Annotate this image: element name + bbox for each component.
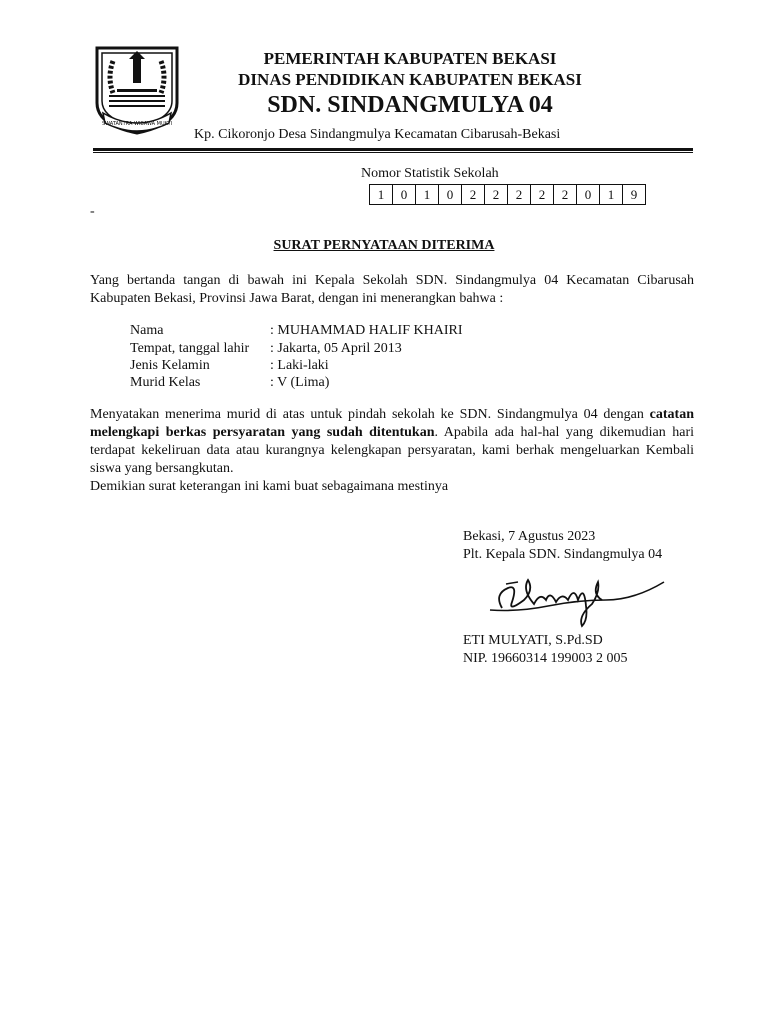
signer-nip: NIP. 19660314 199003 2 005	[463, 651, 628, 666]
department-heading: DINAS PENDIDIKAN KABUPATEN BEKASI	[238, 70, 582, 89]
nss-digit: 2	[485, 185, 508, 205]
field-label-name: Nama	[130, 323, 164, 338]
nss-digit: 1	[370, 185, 393, 205]
field-value-name: : MUHAMMAD HALIF KHAIRI	[270, 323, 463, 338]
closing-sentence: Demikian surat keterangan ini kami buat sebagaimana mestinya	[90, 479, 449, 494]
nss-number-boxes	[369, 184, 646, 205]
header-rule-thick	[93, 148, 693, 151]
header-rule-thin	[93, 152, 693, 153]
statement-text-end: . Apabila ada hal-hal yang dikemudian hari terdapat kekeliruan data atau kurangnya kelengkapan persyaratan, kami berhak mengeluarkan Kembali siswa yang bersangkutan.	[90, 425, 695, 476]
field-label-gender: Jenis Kelamin	[130, 358, 210, 373]
intro-paragraph: Yang bertanda tangan di bawah ini Kepala Sekolah SDN. Sindangmulya 04 Kecamatan Cibarusah Kabupaten Bekasi, Provinsi Jawa Barat, dengan ini menerangkan bahwa :	[90, 273, 694, 306]
field-value-gender: : Laki-laki	[270, 358, 329, 373]
nss-digit: 2	[462, 185, 485, 205]
nss-label: Nomor Statistik Sekolah	[361, 166, 499, 181]
nss-digit: 0	[393, 185, 416, 205]
nss-digit: 2	[508, 185, 531, 205]
school-name: SDN. SINDANGMULYA 04	[267, 92, 553, 118]
nss-digit: 0	[577, 185, 600, 205]
handwritten-signature	[488, 570, 666, 628]
field-value-birth: : Jakarta, 05 April 2013	[270, 341, 402, 356]
government-heading: PEMERINTAH KABUPATEN BEKASI	[263, 49, 557, 68]
statement-emphasis: catatan melengkapi berkas persyaratan yang sudah ditentukan	[90, 407, 694, 440]
nss-digit: 9	[623, 185, 646, 205]
nss-digit: 1	[600, 185, 623, 205]
nss-digit: 2	[531, 185, 554, 205]
regency-logo-icon	[93, 45, 181, 135]
field-label-birth: Tempat, tanggal lahir	[130, 341, 250, 356]
nss-digit: 0	[439, 185, 462, 205]
school-address: Kp. Cikoronjo Desa Sindangmulya Kecamatan Cibarusah-Bekasi	[194, 127, 561, 142]
stray-dash: -	[90, 204, 95, 219]
nss-digit: 2	[554, 185, 577, 205]
statement-text-start: Menyatakan menerima murid di atas untuk pindah sekolah ke SDN. Sindangmulya 04 dengan	[90, 407, 650, 422]
svg-text:SWATANTRA WIBAWA MUKTI: SWATANTRA WIBAWA MUKTI	[101, 121, 173, 127]
statement-paragraph	[90, 406, 694, 478]
place-date: Bekasi, 7 Agustus 2023	[463, 529, 596, 544]
field-value-class: : V (Lima)	[270, 375, 330, 390]
signer-position: Plt. Kepala SDN. Sindangmulya 04	[463, 547, 663, 562]
field-label-class: Murid Kelas	[130, 375, 201, 390]
nss-digit: 1	[416, 185, 439, 205]
letter-title: SURAT PERNYATAAN DITERIMA	[273, 238, 495, 253]
signer-name: ETI MULYATI, S.Pd.SD	[463, 633, 603, 648]
